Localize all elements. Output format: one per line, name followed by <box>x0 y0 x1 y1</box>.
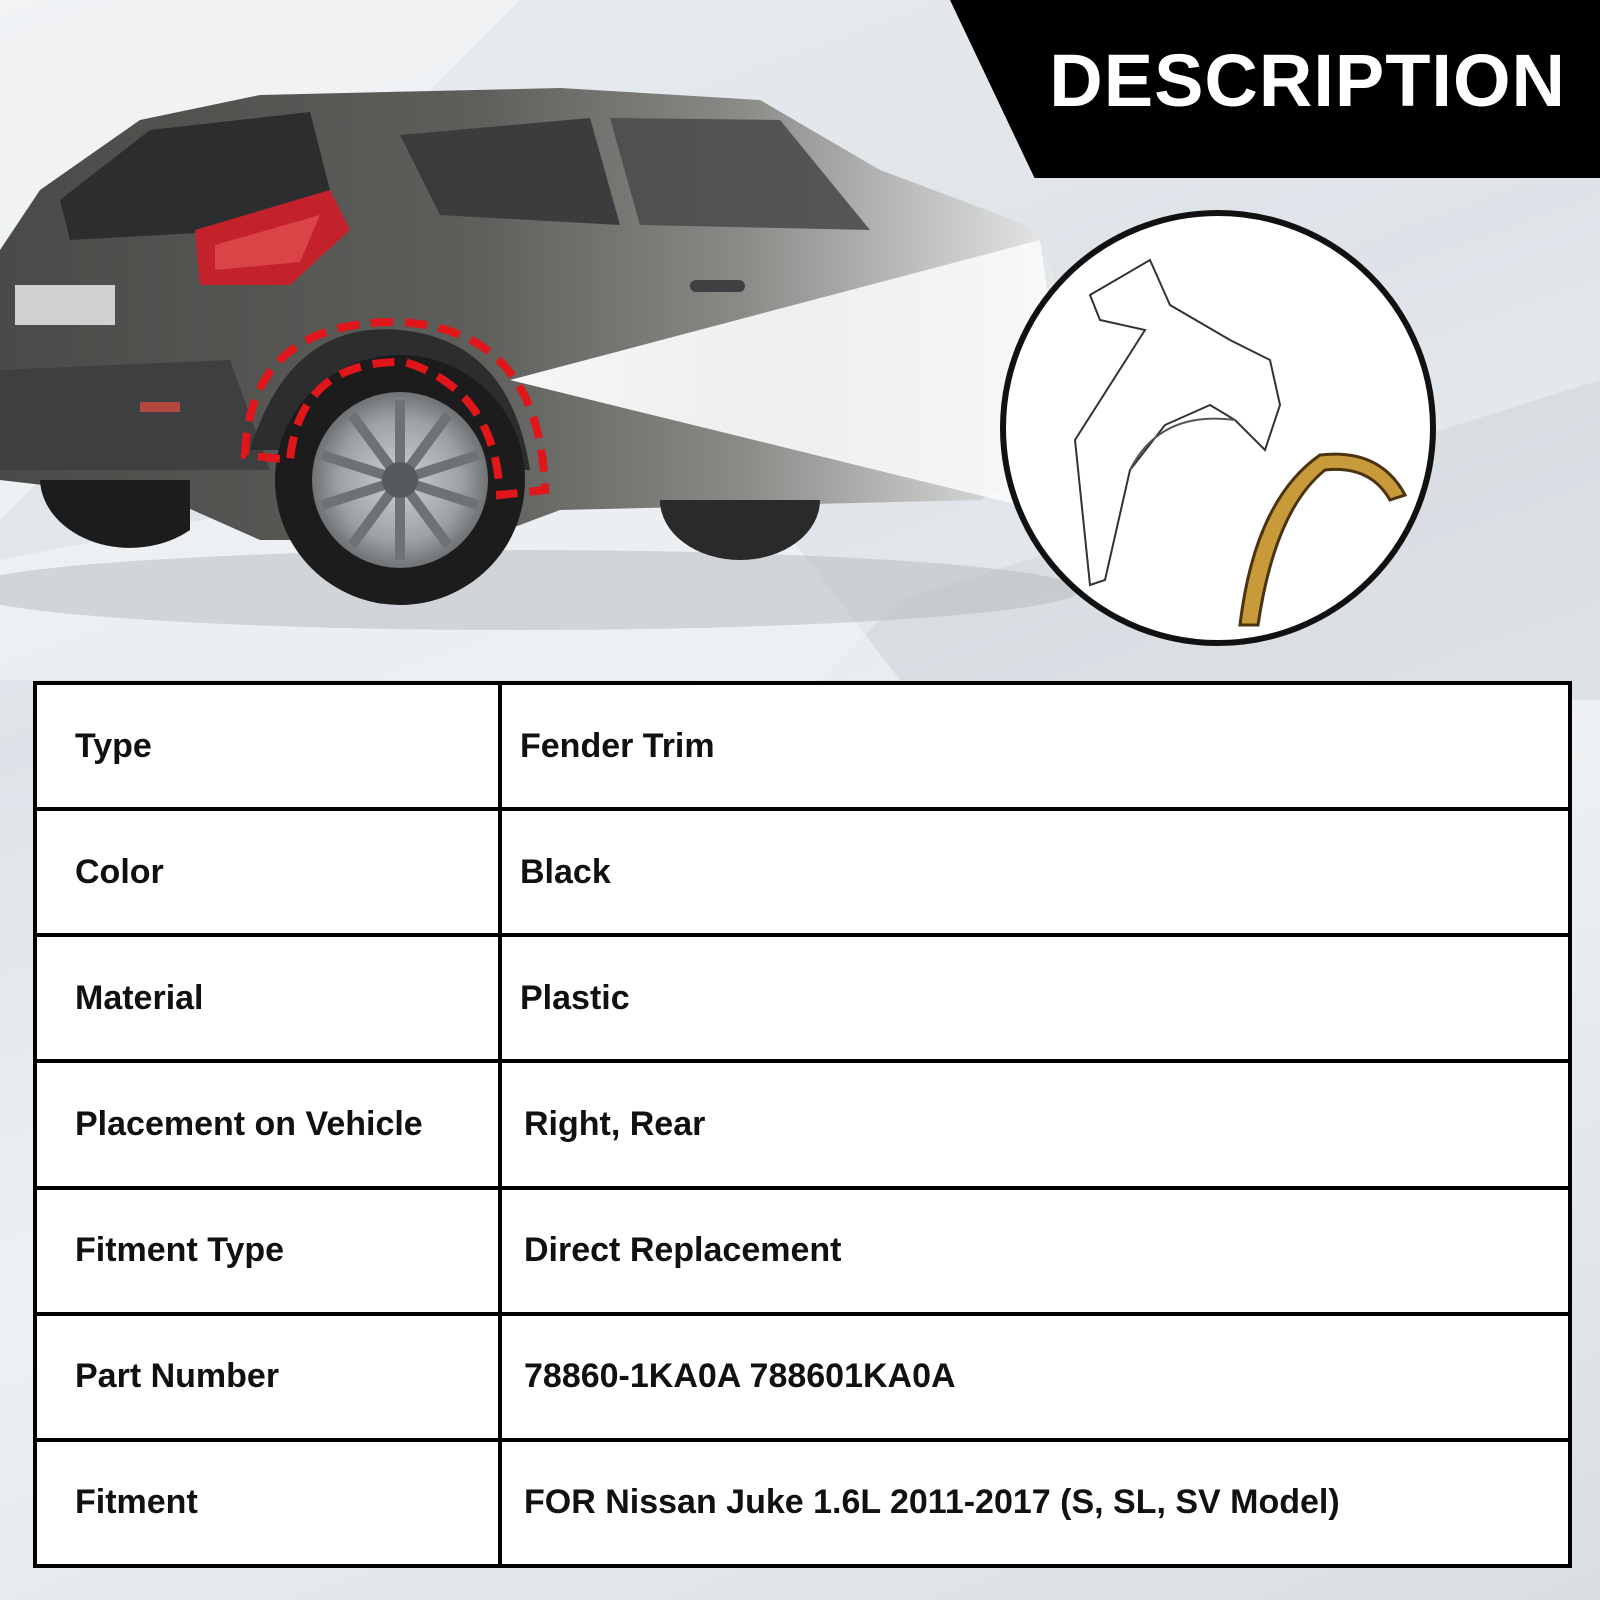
spec-value: Black <box>500 809 1570 935</box>
license-plate <box>15 285 115 325</box>
table-row <box>35 1314 1570 1440</box>
spec-table <box>33 681 1572 1568</box>
spec-value: 78860-1KA0A 788601KA0A <box>500 1314 1570 1440</box>
left-wheel <box>40 480 190 548</box>
spec-label: Material <box>35 935 500 1061</box>
front-wheel <box>660 500 820 560</box>
car-shadow <box>0 550 1080 630</box>
table-row <box>35 935 1570 1061</box>
spec-label: Part Number <box>35 1314 500 1440</box>
spec-value: Right, Rear <box>500 1061 1570 1187</box>
table-row <box>35 809 1570 935</box>
spec-value: Fender Trim <box>500 683 1570 809</box>
table-row <box>35 1188 1570 1314</box>
table-row <box>35 1440 1570 1566</box>
spec-label: Fitment Type <box>35 1188 500 1314</box>
spec-label: Color <box>35 809 500 935</box>
table-row <box>35 1061 1570 1187</box>
spec-value: Direct Replacement <box>500 1188 1570 1314</box>
spec-value: FOR Nissan Juke 1.6L 2011-2017 (S, SL, SV Model) <box>500 1440 1570 1566</box>
spec-label: Type <box>35 683 500 809</box>
door-handle <box>690 280 745 292</box>
page-title: DESCRIPTION <box>1049 39 1566 122</box>
zoom-circle <box>1003 213 1433 643</box>
rear-bumper <box>0 360 270 470</box>
spec-label: Placement on Vehicle <box>35 1061 500 1187</box>
table-row <box>35 683 1570 809</box>
spec-value: Plastic <box>500 935 1570 1061</box>
spec-label: Fitment <box>35 1440 500 1566</box>
